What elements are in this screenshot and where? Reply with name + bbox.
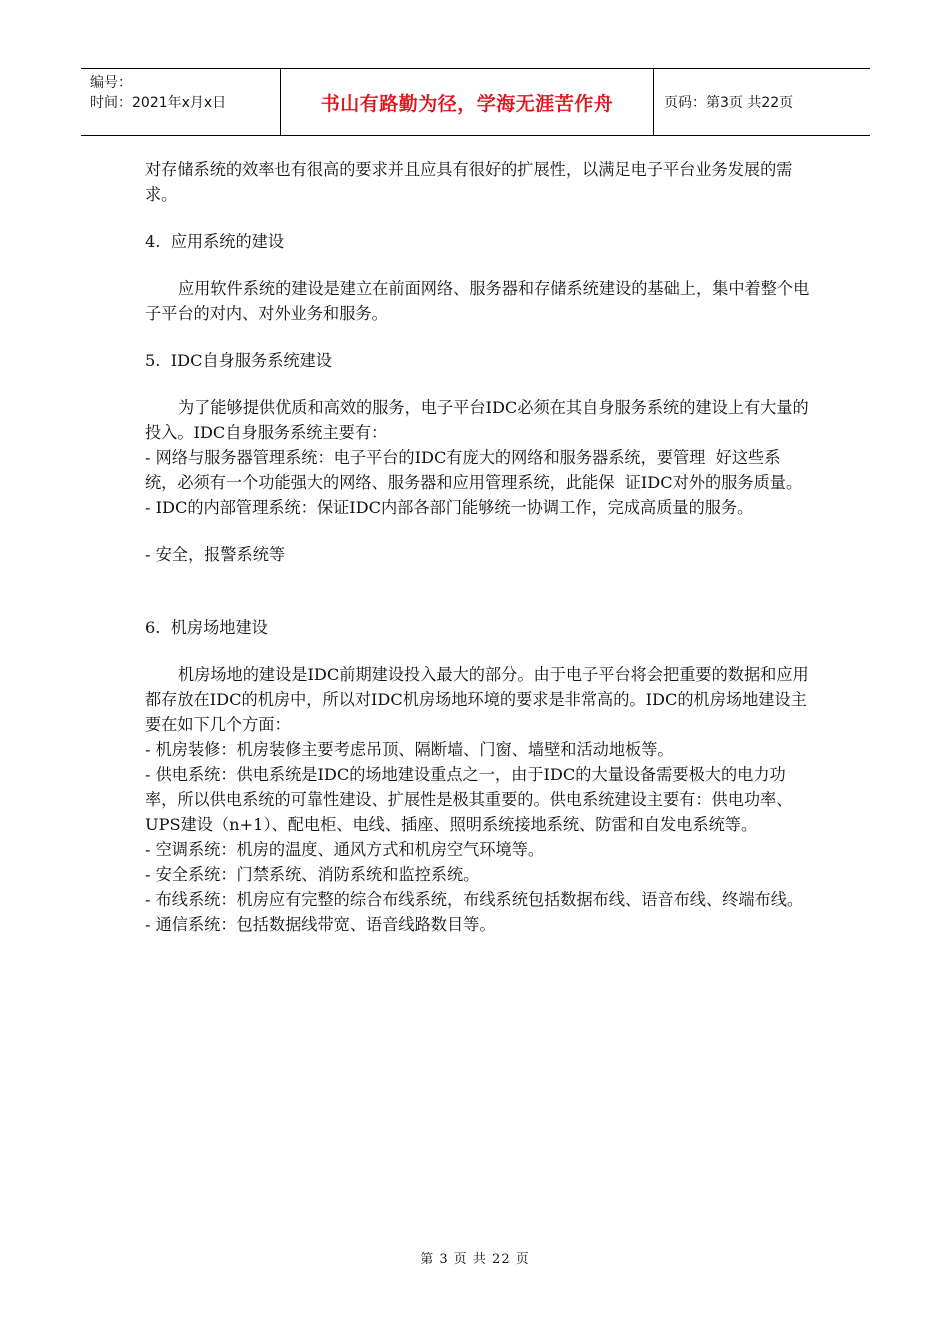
document-body — [145, 157, 810, 937]
list-item-air-conditioning: - 空调系统：机房的温度、通风方式和机房空气环境等。 — [145, 840, 545, 859]
document-date: 时间：2021年x月x日 — [90, 95, 227, 111]
paragraph-continuation: 对存储系统的效率也有很高的要求并且应具有很好的扩展性，以满足电子平台业务发展的需求。 — [145, 160, 793, 204]
header-meta-cell — [81, 69, 281, 135]
page-header — [81, 68, 870, 136]
list-item-network-management: - 网络与服务器管理系统：电子平台的IDC有庞大的网络和服务器系统，要管理 好这些系统，必须有一个功能强大的网络、服务器和应用管理系统，此能保 证IDC对外的服务质量。 — [145, 448, 803, 492]
document-number-label: 编号： — [90, 75, 132, 91]
list-item-internal-management: - IDC的内部管理系统：保证IDC内部各部门能够统一协调工作，完成高质量的服务。 — [145, 498, 754, 517]
list-item-power-supply: - 供电系统：供电系统是IDC的场地建设重点之一，由于IDC的大量设备需要极大的电力功率，所以供电系统的可靠性建设、扩展性是极其重要的。供电系统建设主要有：供电功率、UPS建设（n+1）、配电柜、电线、插座、照明系统接地系统、防雷和自发电系统等。 — [145, 765, 793, 834]
paragraph-app-system: 应用软件系统的建设是建立在前面网络、服务器和存储系统建设的基础上，集中着整个电子平台的对内、对外业务和服务。 — [145, 279, 810, 323]
list-item-cabling: - 布线系统：机房应有完整的综合布线系统，布线系统包括数据布线、语音布线、终端布线。 — [145, 890, 804, 909]
section-heading-4: 4. 应用系统的建设 — [145, 232, 285, 251]
section-heading-5: 5. IDC自身服务系统建设 — [145, 351, 332, 370]
list-item-communication: - 通信系统：包括数据线带宽、语音线路数目等。 — [145, 915, 496, 934]
header-page-info: 页码：第3页 共22页 — [664, 95, 794, 111]
header-motto: 书山有路勤为径，学海无涯苦作舟 — [281, 69, 654, 135]
paragraph-machine-room: 机房场地的建设是IDC前期建设投入最大的部分。由于电子平台将会把重要的数据和应用都存放在IDC的机房中，所以对IDC机房场地环境的要求是非常高的。IDC的机房场地建设主要在如下几个方面： — [145, 665, 809, 734]
page-footer: 第 3 页 共 22 页 — [420, 1252, 530, 1267]
list-item-decoration: - 机房装修：机房装修主要考虑吊顶、隔断墙、门窗、墙壁和活动地板等。 — [145, 740, 674, 759]
section-heading-6: 6. 机房场地建设 — [145, 618, 268, 637]
paragraph-idc-service: 为了能够提供优质和高效的服务，电子平台IDC必须在其自身服务系统的建设上有大量的投入。IDC自身服务系统主要有： — [145, 398, 809, 442]
list-item-security-system: - 安全系统：门禁系统、消防系统和监控系统。 — [145, 865, 480, 884]
list-item-security-alarm: - 安全，报警系统等 — [145, 545, 286, 564]
